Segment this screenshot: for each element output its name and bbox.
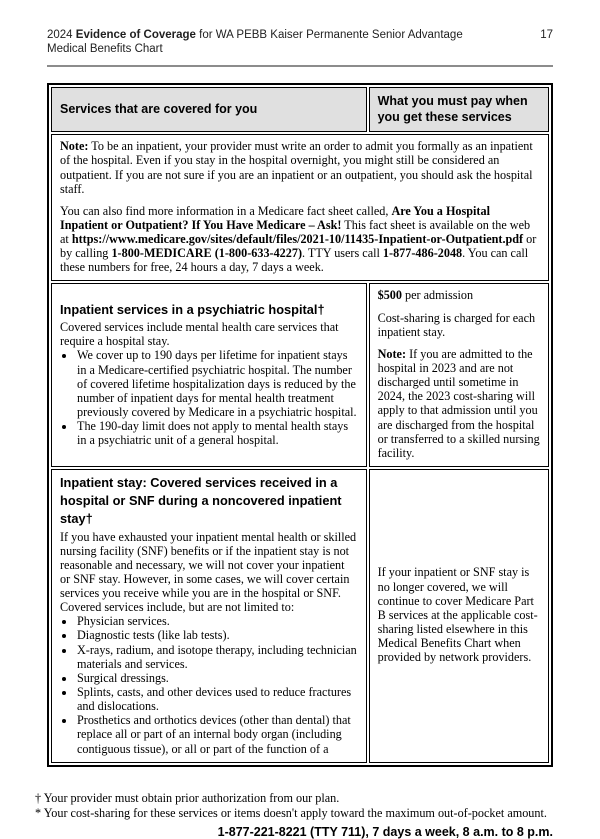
list-item: • Physician services. xyxy=(76,614,358,628)
note-cell xyxy=(51,134,549,281)
list-item: • Splints, casts, and other devices used to reduce fractures and dislocations. xyxy=(76,685,358,713)
noncovered-pay-cell xyxy=(369,469,549,763)
admission-cost-line: $500 per admission xyxy=(377,288,474,303)
cost-sharing-line: Cost-sharing is charged for each inpatient stay. xyxy=(377,310,536,339)
medicare-phone-number: 1-800-MEDICARE (1-800-633-4227) xyxy=(111,246,303,261)
noncovered-services-cell xyxy=(51,469,367,763)
list-item: • We cover up to 190 days per lifetime for inpatient stays in a Medicare-certified psychiatric hospital. The number of covered lifetime hospitalization days is reduced by the number of inpatient days for mental health treatment previously covered by Medicare in a psychiatric hospital. xyxy=(76,348,358,419)
list-item: • X-rays, radium, and isotope therapy, including technician materials and services. xyxy=(76,643,358,671)
footnote-cost-sharing: * Your cost-sharing for these services or items doesn't apply toward the maximum out-of-pocket amount. xyxy=(35,806,547,821)
page-header-line1: 2024 Evidence of Coverage for WA PEBB Kaiser Permanente Senior Advantage xyxy=(47,29,463,41)
cost-sharing-note: Note: If you are admitted to the hospital in 2023 and are not discharged until sometime in 2024, the 2023 cost-sharing will apply to that admission until you are discharged from the hospital or transferred to a skilled nursing facility. xyxy=(377,346,540,460)
psychiatric-row-intro: Covered services include mental health care services that require a hospital stay. xyxy=(60,320,339,349)
noncovered-pay-text: If your inpatient or SNF stay is no longer covered, we will continue to cover Medicare Part B services at the applicable cost-sharing listed elsewhere in this Medical Benefits Chart when provided by network providers. xyxy=(377,565,538,665)
column-header-services: Services that are covered for you xyxy=(51,87,367,132)
medicare-factsheet-url[interactable]: https://www.medicare.gov/sites/default/files/2021-10/11435-Inpatient-or-Outpatient.pdf xyxy=(71,232,524,247)
factsheet-paragraph: You can also find more information in a Medicare fact sheet called, Are You a Hospital Inpatient or Outpatient? If You Have Medicare – Ask! This fact sheet is available on the web at https://www.medicare.gov/sites/default/files/2021-10/11435-Inpatient-or-Outpatient.pdf or by calling 1-800-MEDICARE (1-800-633-4227). TTY users call 1-877-486-2048. You can call these numbers for free, 24 hours a day, 7 days a week. xyxy=(60,203,537,275)
list-item: • The 190-day limit does not apply to mental health stays in a psychiatric unit of a general hospital. xyxy=(76,419,358,447)
page-number: 17 xyxy=(540,29,553,41)
medical-benefits-chart xyxy=(47,83,553,767)
tty-phone-number: 1-877-486-2048 xyxy=(382,246,463,261)
header-rule xyxy=(47,65,553,67)
page-header xyxy=(47,28,553,57)
note-row xyxy=(51,134,549,281)
noncovered-row-intro: If you have exhausted your inpatient mental health or skilled nursing facility (SNF) benefits or if the inpatient stay is not reasonable and necessary, we will not cover your inpatient or SNF stay. However, in some cases, we will cover certain services you receive while you are in the hospital or SNF. Covered services include, but are not limited to: xyxy=(60,529,357,615)
footnotes xyxy=(35,791,553,822)
list-item: • Surgical dressings. xyxy=(76,671,358,685)
noncovered-stay-row xyxy=(51,469,549,763)
psychiatric-services-cell xyxy=(51,283,367,467)
psychiatric-pay-cell xyxy=(369,283,549,467)
admission-cost: $500 xyxy=(377,288,402,303)
footnote-prior-authorization: † Your provider must obtain prior authorization from our plan. xyxy=(35,790,340,805)
noncovered-bullet-list xyxy=(60,614,358,755)
psychiatric-hospital-row xyxy=(51,283,549,467)
noncovered-row-title: Inpatient stay: Covered services received in a hospital or SNF during a noncovered inpatient stay† xyxy=(60,475,342,527)
page-header-lines xyxy=(47,28,463,57)
psychiatric-row-title: Inpatient services in a psychiatric hospital† xyxy=(60,302,325,318)
list-item: • Prosthetics and orthotics devices (other than dental) that replace all or part of an internal body organ (including contiguous tissue), or all or part of the function of a xyxy=(76,713,358,755)
factsheet-title: Are You a Hospital Inpatient or Outpatient? If You Have Medicare – Ask! xyxy=(60,203,490,232)
psychiatric-bullet-list xyxy=(60,348,358,447)
list-item: • Diagnostic tests (like lab tests). xyxy=(76,628,358,642)
doc-title-bold: Evidence of Coverage xyxy=(75,29,196,41)
page-header-line2: Medical Benefits Chart xyxy=(47,43,163,56)
member-services-phone-line: 1-877-221-8221 (TTY 711), 7 days a week, 8 a.m. to 8 p.m. xyxy=(217,824,553,839)
column-header-pay: What you must pay when you get these services xyxy=(369,87,549,132)
inpatient-note-paragraph: Note: To be an inpatient, your provider must write an order to admit you formally as an inpatient of the hospital. Even if you stay in the hospital overnight, you might still be considered an outpatient. If you are not sure if you are an inpatient or an outpatient, you should ask the hospital staff. xyxy=(60,139,533,196)
table-header-row xyxy=(51,87,549,132)
